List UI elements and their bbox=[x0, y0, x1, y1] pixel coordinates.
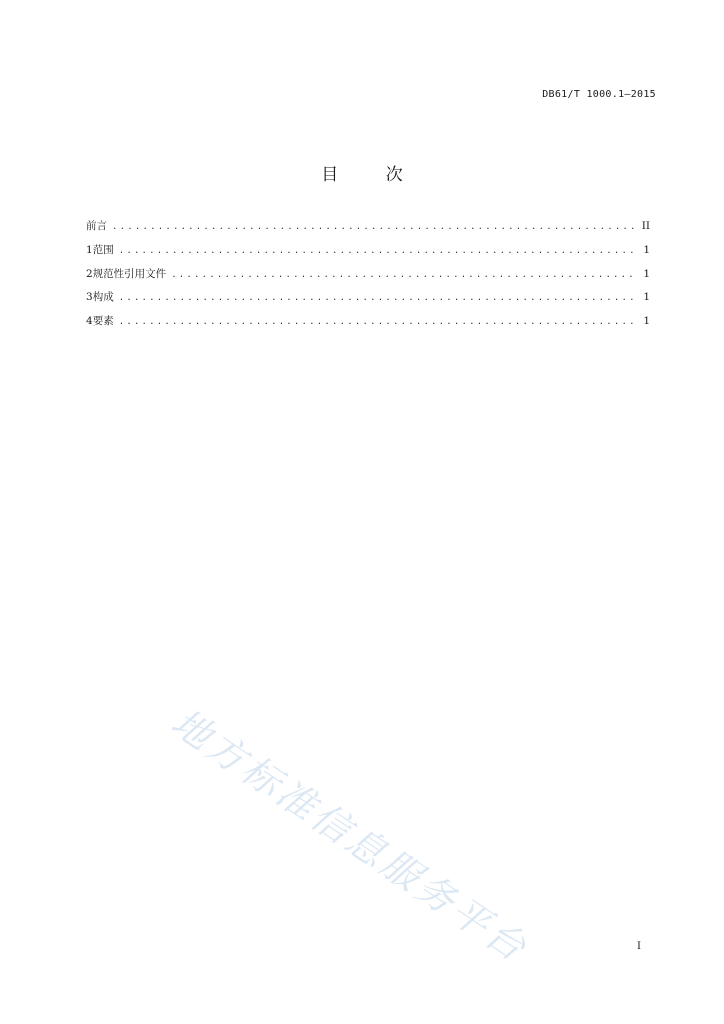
toc-entry-label: 范围 bbox=[92, 243, 114, 256]
toc-entry-page: 1 bbox=[643, 315, 650, 328]
toc-entry-page: 1 bbox=[643, 267, 650, 280]
toc-entry-number: 3 bbox=[86, 291, 93, 304]
toc-list bbox=[86, 218, 650, 337]
toc-entry-normative-references[interactable] bbox=[86, 266, 650, 290]
document-code: DB61/T 1000.1—2015 bbox=[542, 89, 656, 100]
toc-entry-composition[interactable] bbox=[86, 289, 650, 313]
toc-entry-label: 前言 bbox=[86, 220, 107, 232]
toc-entry-number: 1 bbox=[86, 243, 93, 256]
toc-entry-page: 1 bbox=[643, 291, 650, 304]
toc-leader-dots bbox=[119, 246, 635, 256]
toc-entry-scope[interactable] bbox=[86, 242, 650, 266]
toc-leader-dots bbox=[171, 270, 635, 280]
watermark: 地方标准信息服务平台 bbox=[163, 700, 537, 972]
toc-title bbox=[0, 160, 724, 185]
toc-entry-label: 构成 bbox=[92, 291, 114, 304]
toc-entry-page: 1 bbox=[643, 243, 650, 256]
toc-entry-page: II bbox=[641, 220, 650, 232]
toc-title-char-1: 目 bbox=[321, 165, 339, 185]
toc-leader-dots bbox=[119, 317, 635, 327]
toc-leader-dots bbox=[112, 222, 635, 232]
toc-entry-label: 要素 bbox=[92, 315, 114, 328]
toc-entry-number: 2 bbox=[86, 267, 93, 280]
toc-entry-label: 规范性引用文件 bbox=[92, 267, 167, 280]
toc-leader-dots bbox=[119, 293, 635, 303]
page-number: I bbox=[637, 941, 641, 952]
toc-title-char-2: 次 bbox=[385, 165, 403, 185]
toc-entry-elements[interactable] bbox=[86, 313, 650, 337]
toc-entry-foreword[interactable] bbox=[86, 218, 650, 242]
toc-entry-number: 4 bbox=[86, 315, 93, 328]
